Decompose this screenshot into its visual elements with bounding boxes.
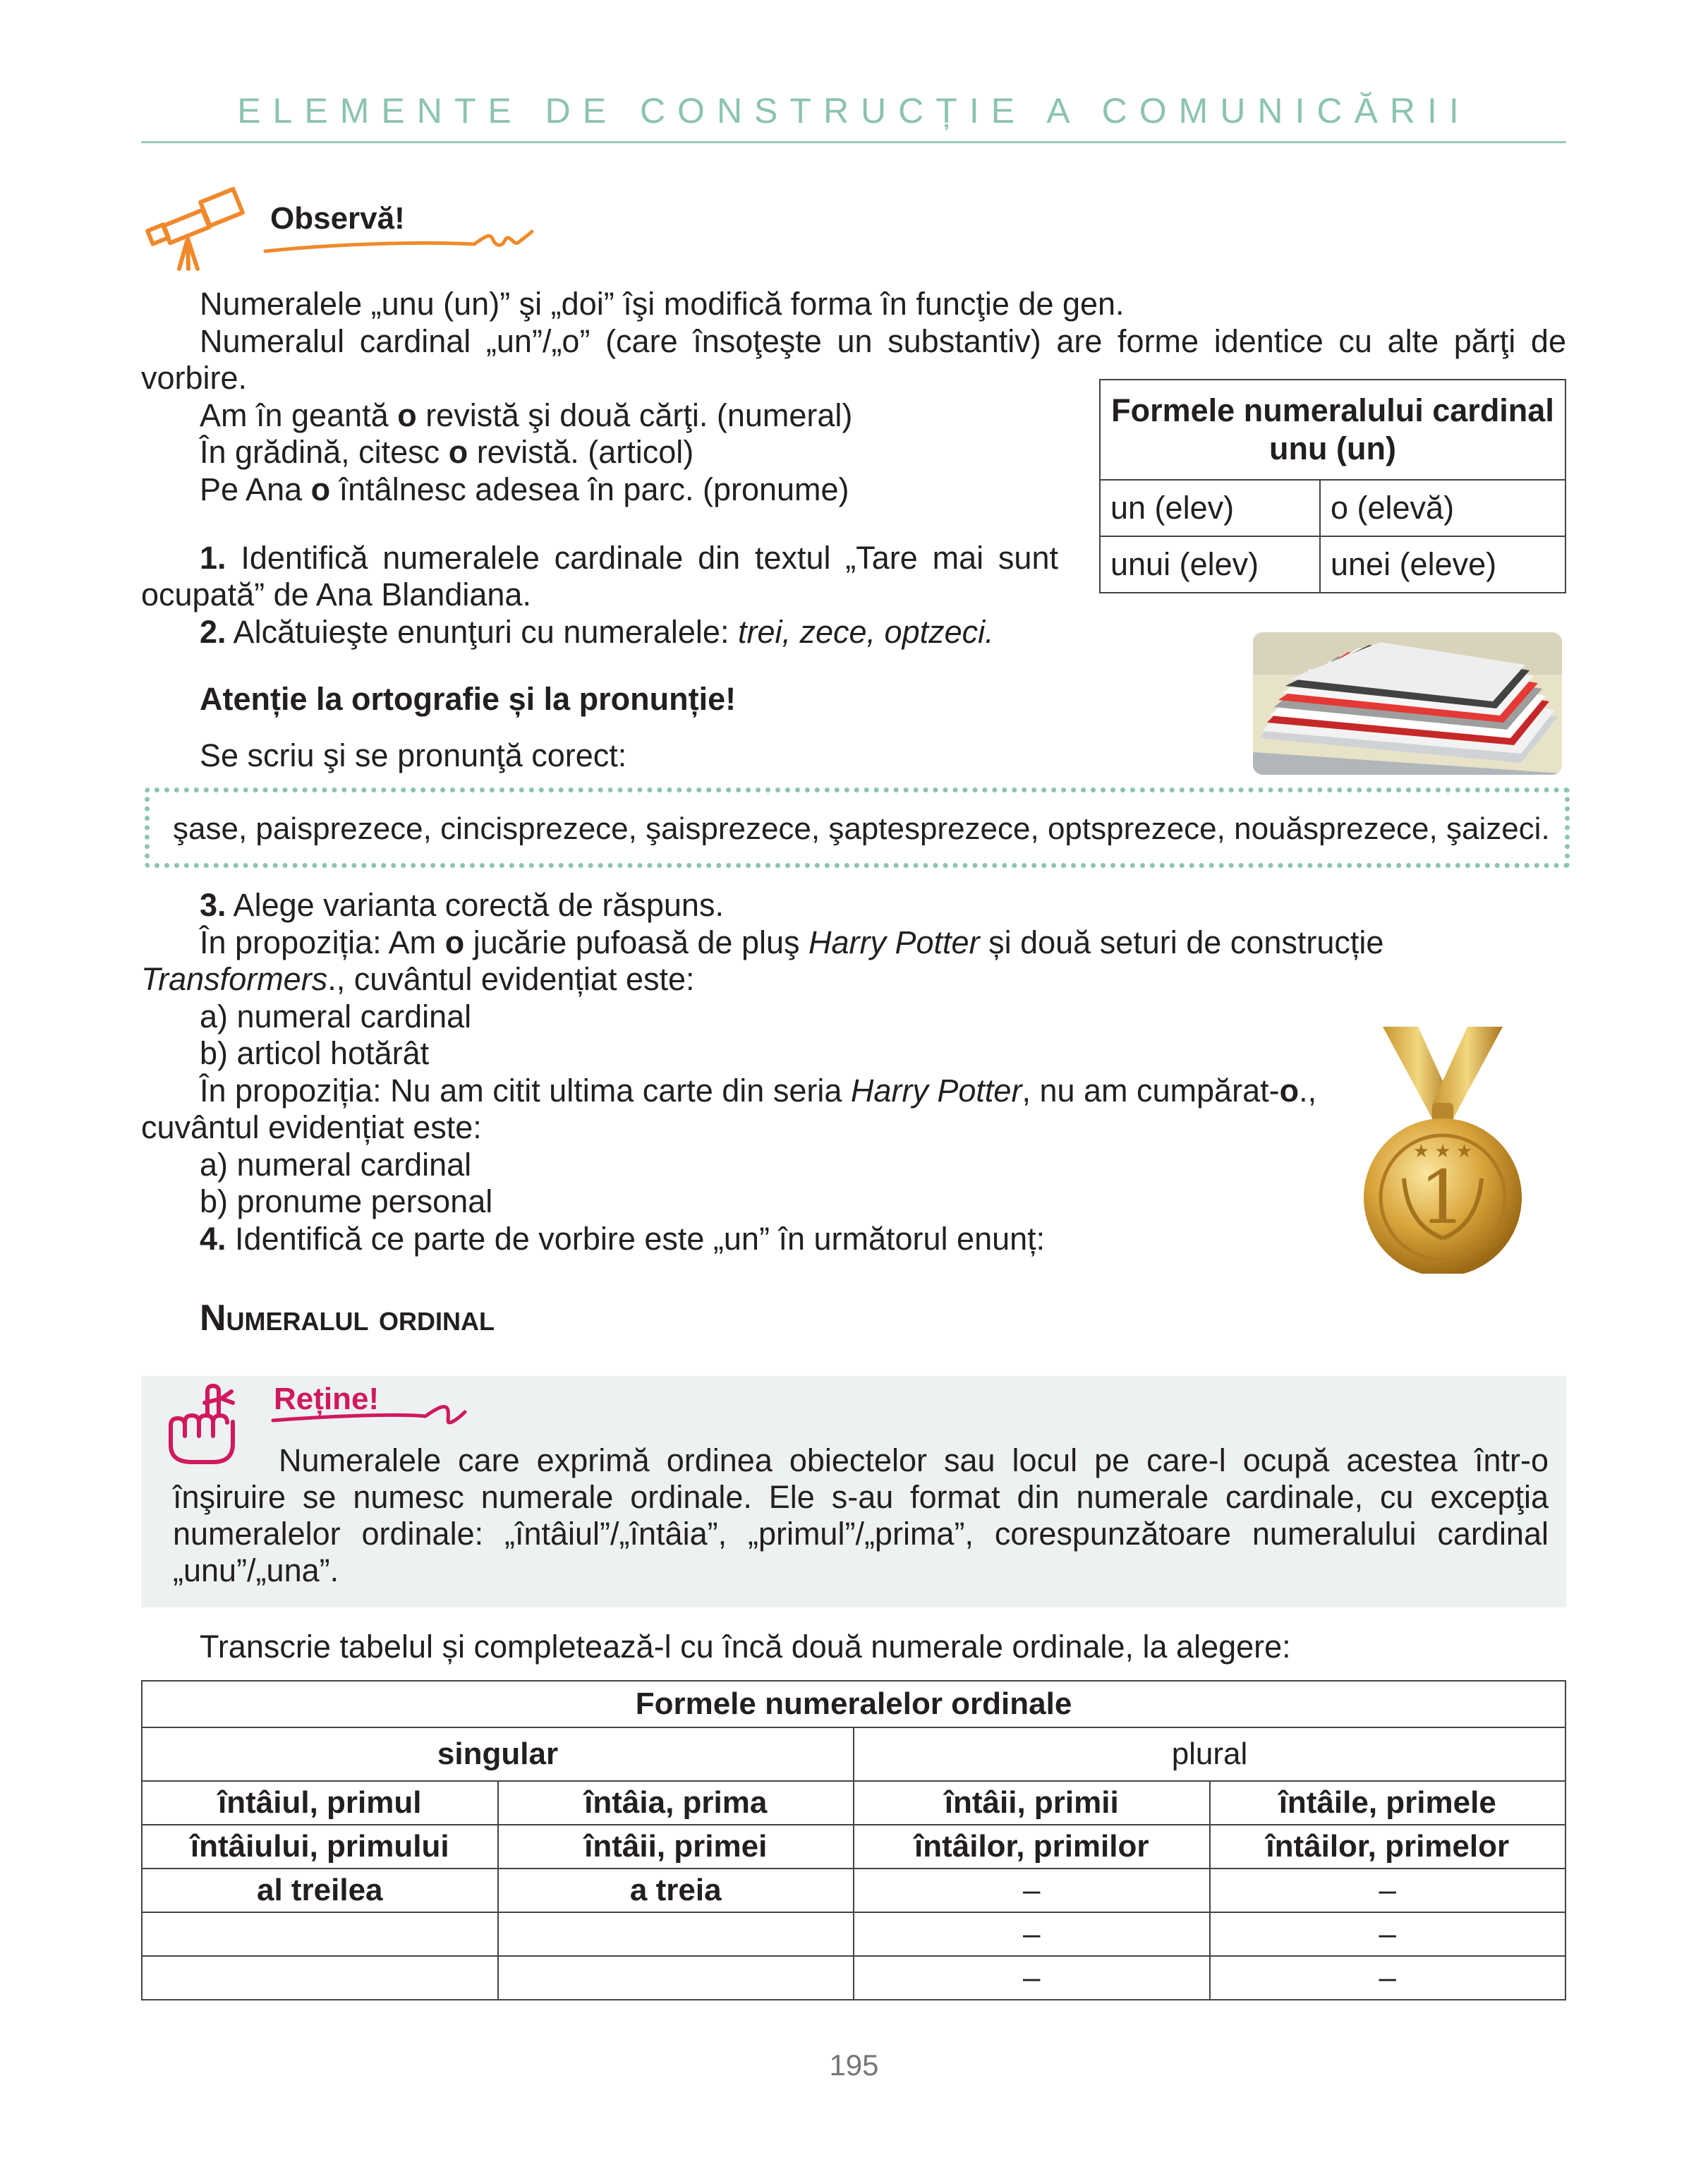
task-3: 3. Alege varianta corectă de răspuns. <box>200 887 724 923</box>
table-cell: – <box>854 1869 1210 1912</box>
table-cell <box>498 1912 854 1956</box>
gold-medal-image <box>1340 1027 1545 1274</box>
table-cell: – <box>1210 1912 1566 1956</box>
ordinal-forms-table <box>141 1680 1566 2000</box>
transcrie-instruction: Transcrie tabelul și completează-l cu încă două numerale ordinale, la alegere: <box>200 1629 1291 1665</box>
table-row <box>142 1781 1565 1825</box>
table-cell: întâile, primele <box>1210 1781 1566 1825</box>
column-group-singular: singular <box>142 1727 854 1781</box>
table-row <box>142 1956 1565 2000</box>
task-4: 4. Identifică ce parte de vorbire este „un” în următorul enunț: <box>200 1221 1046 1257</box>
task-1: 1. Identifică numeralele cardinale din textul „Tare mai sunt ocupată” de Ana Blandiana. <box>141 540 1058 612</box>
retine-underline-swash <box>270 1401 468 1429</box>
atentie-intro: Se scriu şi se pronunţă corect: <box>200 737 627 773</box>
table-cell: întâii, primii <box>854 1781 1210 1825</box>
table-cell: – <box>854 1956 1210 2000</box>
table-cell: – <box>1210 1956 1566 2000</box>
table-cell: – <box>1210 1869 1566 1912</box>
observa-paragraph-1: Numeralele „unu (un)” şi „doi” îşi modifică forma în funcţie de gen. <box>200 286 1125 322</box>
telescope-icon <box>144 181 250 272</box>
cardinal-table-title: Formele numeralului cardinal unu (un) <box>1100 380 1565 480</box>
task-3-option-2b: b) pronume personal <box>200 1183 493 1219</box>
header-divider <box>141 141 1566 143</box>
table-cell: – <box>854 1912 1210 1956</box>
table-cell: o (elevă) <box>1320 480 1565 536</box>
observa-paragraph-2: Numeralul cardinal „un”/„o” (care însoţeşte un substantiv) are forme identice cu alte părţi de vorbire. <box>141 323 1566 396</box>
spelling-words: şase, paisprezece, cincisprezece, şaisprezece, şaptesprezece, optsprezece, nouăsprezece, şaizeci. <box>173 811 1550 846</box>
example-articol: În grădină, citesc o revistă. (articol) <box>200 434 694 470</box>
table-cell: întâiul, primul <box>142 1781 498 1825</box>
example-numeral: Am în geantă o revistă şi două cărţi. (numeral) <box>200 397 853 433</box>
table-cell: un (elev) <box>1100 480 1320 536</box>
observa-label: Observă! <box>270 201 405 236</box>
cardinal-forms-table <box>1099 379 1566 593</box>
example-pronume: Pe Ana o întâlnesc adesea în parc. (pronume) <box>200 471 849 507</box>
table-cell: al treilea <box>142 1869 498 1912</box>
table-cell: unui (elev) <box>1100 536 1320 593</box>
task-2: 2. Alcătuieşte enunţuri cu numeralele: trei, zece, optzeci. <box>200 614 994 650</box>
column-group-plural: plural <box>854 1727 1565 1781</box>
table-cell <box>142 1912 498 1956</box>
medal-number: 1 <box>1419 1154 1467 1241</box>
table-cell: întâiului, primului <box>142 1825 498 1869</box>
svg-text:★ ★ ★: ★ ★ ★ <box>1412 1140 1473 1161</box>
retine-label: Reține! <box>274 1382 380 1416</box>
task-3-option-1b: b) articol hotărât <box>200 1035 430 1071</box>
page-header-title: ELEMENTE DE CONSTRUCȚIE A COMUNICĂRII <box>237 91 1471 131</box>
task-3-sentence-2: În propoziția: Nu am citit ultima carte din seria Harry Potter, nu am cumpărat-o., cuvântul evidențiat este: <box>141 1073 1317 1145</box>
table-cell: întâilor, primilor <box>854 1825 1210 1869</box>
atentie-title: Atenție la ortografie și la pronunție! <box>200 681 737 717</box>
table-cell: întâilor, primelor <box>1210 1825 1566 1869</box>
task-3-option-1a: a) numeral cardinal <box>200 998 472 1034</box>
table-cell: întâia, prima <box>498 1781 854 1825</box>
table-row <box>142 1869 1565 1912</box>
observa-underline-swash <box>262 224 534 260</box>
table-cell: a treia <box>498 1869 854 1912</box>
retine-text: Numeralele care exprimă ordinea obiectelor sau locul pe care-l ocupă acestea într-o înşiruire se numesc numerale ordinale. Ele s-au format din numerale cardinale, cu excepţia numeralelor ordinale: „întâiul”/„întâia”, „primul”/„prima”, corespunzătoare numeralului cardinal „unu”/„una”. <box>173 1442 1549 1588</box>
section-title: Numeralul ordinal <box>200 1298 495 1339</box>
task-3-sentence-1: În propoziția: Am o jucărie pufoasă de pluş Harry Potter și două seturi de construcție Transformers., cuvântul evidențiat este: <box>141 924 1384 997</box>
table-cell: întâii, primei <box>498 1825 854 1869</box>
table-row <box>142 1912 1565 1956</box>
table-row <box>142 1825 1565 1869</box>
task-3-option-2a: a) numeral cardinal <box>200 1147 472 1183</box>
table-cell <box>142 1956 498 2000</box>
table-cell <box>498 1956 854 2000</box>
page-number: 195 <box>829 2048 879 2082</box>
newspaper-image <box>1253 632 1562 775</box>
table-cell: unei (eleve) <box>1320 536 1565 593</box>
ordinal-table-title: Formele numeralelor ordinale <box>142 1681 1565 1727</box>
